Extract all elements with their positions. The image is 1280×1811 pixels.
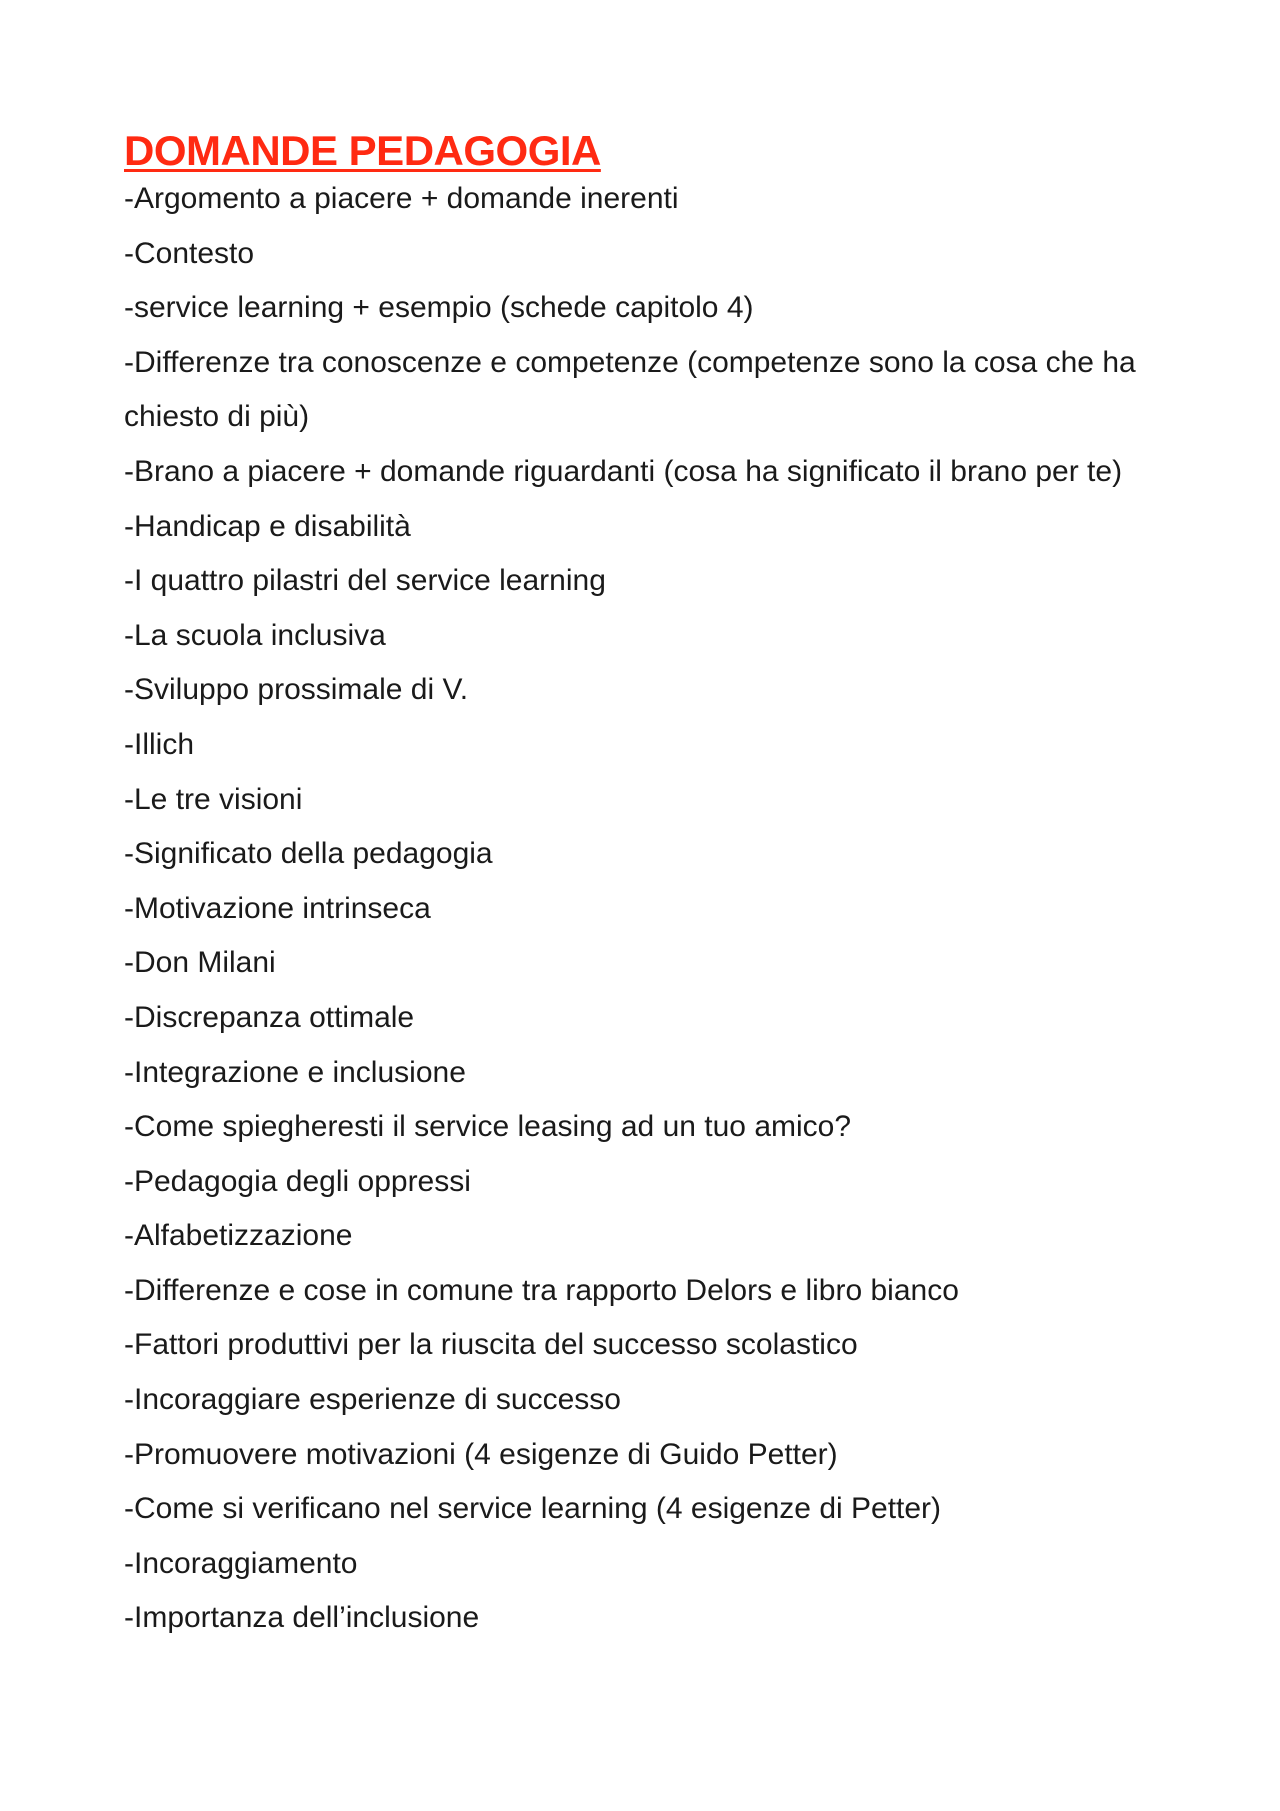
- question-item: -Differenze tra conoscenze e competenze (competenze sono la cosa che ha chiesto di più): [124, 345, 1136, 434]
- question-item: -Incoraggiamento: [124, 1546, 358, 1580]
- question-item: -Pedagogia degli oppressi: [124, 1164, 471, 1198]
- question-item: -Argomento a piacere + domande inerenti: [124, 182, 679, 215]
- question-item: -Contesto: [124, 236, 255, 270]
- question-item: -Le tre visioni: [124, 782, 303, 816]
- question-item: -Illich: [124, 727, 195, 761]
- question-item: -La scuola inclusiva: [124, 618, 386, 652]
- question-item: -service learning + esempio (schede capitolo 4): [124, 291, 754, 325]
- question-item: -Alfabetizzazione: [124, 1219, 353, 1253]
- question-item: -Discrepanza ottimale: [124, 1000, 415, 1034]
- question-item: -I quattro pilastri del service learning: [124, 564, 606, 598]
- question-item: -Fattori produttivi per la riuscita del successo scolastico: [124, 1328, 858, 1362]
- question-item: -Come si verificano nel service learning (4 esigenze di Petter): [124, 1492, 942, 1526]
- document-page: [124, 126, 1184, 1646]
- question-item: -Incoraggiare esperienze di successo: [124, 1383, 621, 1417]
- question-item: -Motivazione intrinseca: [124, 891, 431, 925]
- question-item: -Come spiegheresti il service leasing ad un tuo amico?: [124, 1110, 852, 1144]
- question-item: -Integrazione e inclusione: [124, 1055, 466, 1089]
- question-item: -Don Milani: [124, 946, 276, 980]
- question-list: [124, 172, 1184, 1646]
- question-item: -Promuovere motivazioni (4 esigenze di Guido Petter): [124, 1437, 838, 1471]
- question-item: -Significato della pedagogia: [124, 837, 493, 871]
- document-title: DOMANDE PEDAGOGIA: [124, 127, 601, 174]
- question-item: -Handicap e disabilità: [124, 509, 411, 543]
- question-item: -Importanza dell’inclusione: [124, 1601, 480, 1635]
- question-item: -Sviluppo prossimale di V.: [124, 673, 469, 707]
- question-item: -Brano a piacere + domande riguardanti (cosa ha significato il brano per te): [124, 454, 1123, 488]
- question-item: -Differenze e cose in comune tra rapporto Delors e libro bianco: [124, 1273, 959, 1307]
